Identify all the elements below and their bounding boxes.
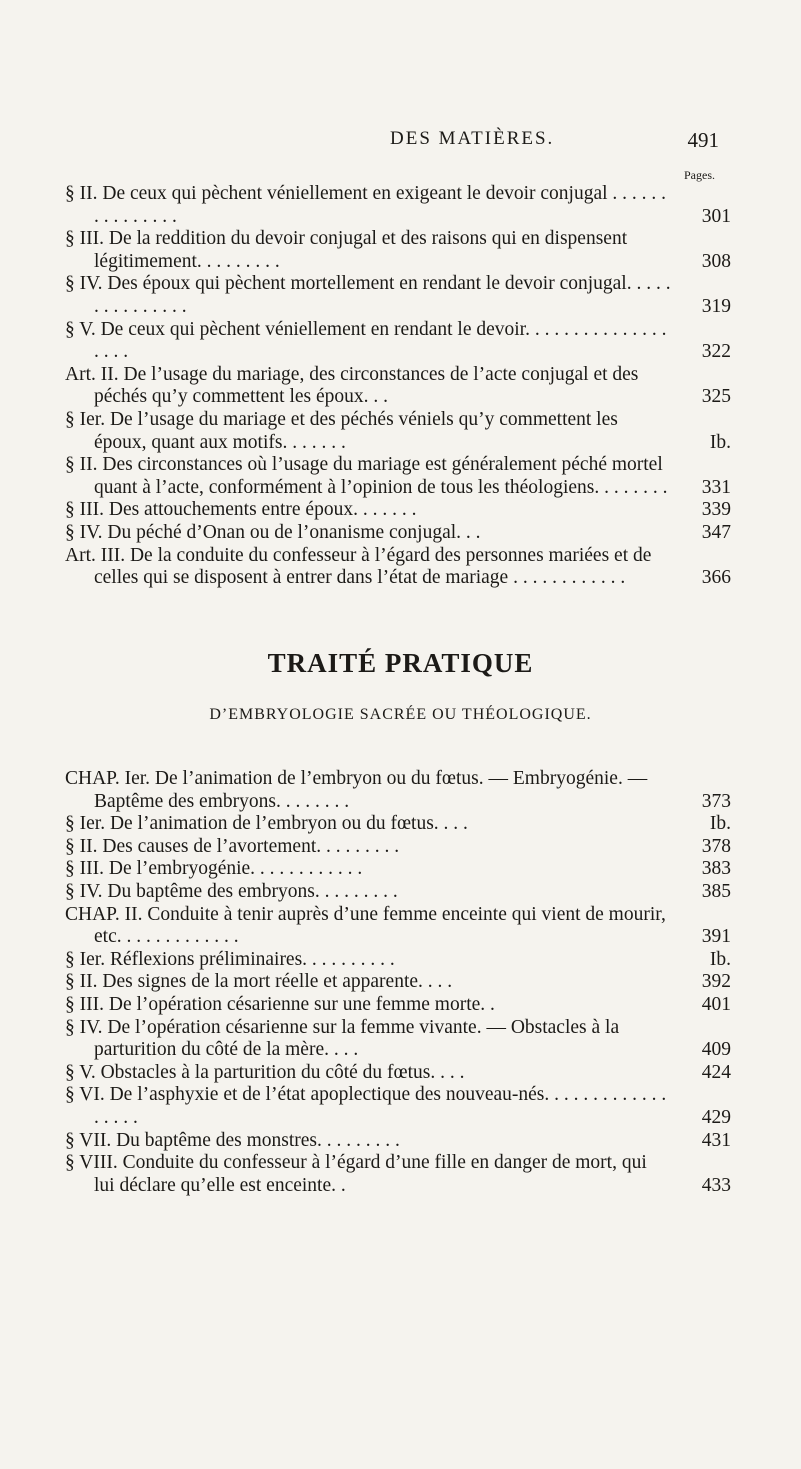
toc-entry-page: 429: [701, 1106, 731, 1128]
section-title: TRAITÉ PRATIQUE: [267, 648, 534, 678]
toc-entry: [65, 971, 731, 994]
toc-entry: [65, 836, 731, 859]
toc-entry: [65, 994, 731, 1017]
toc-entry-text: § IV. De l’opération césarienne sur la femme vivante. — Obstacles à la parturition du côté de la mère. . . .: [65, 1016, 620, 1061]
toc-entry-page: 409: [701, 1039, 731, 1061]
toc-entry: [65, 1017, 731, 1062]
toc-entry-text: § VI. De l’asphyxie et de l’état apoplectique des nouveau-nés. . . . . . . . . . . . . . . . . .: [65, 1084, 667, 1128]
toc-entry-text: § Ier. De l’usage du mariage et des péchés véniels qu’y commettent les époux, quant aux motifs. . . . . . .: [65, 408, 618, 453]
toc-entry: [65, 319, 731, 364]
toc-entry-chapter: [65, 768, 731, 813]
toc-entry: [65, 1130, 731, 1153]
toc-entry: [65, 522, 731, 545]
toc-entry-page: 433: [701, 1174, 731, 1196]
toc-entry-page: Ib.: [709, 431, 731, 453]
toc-entry-page: 378: [701, 835, 731, 857]
toc-entry-page: 339: [701, 499, 731, 521]
toc-entry-article: [65, 364, 731, 409]
toc-entry-page: 401: [701, 993, 731, 1015]
toc-entry-text: § II. De ceux qui pèchent véniellement en exigeant le devoir conjugal . . . . . . . . . . . . . . .: [65, 183, 667, 227]
toc-entry: [65, 1062, 731, 1085]
toc-entry-chapter: [65, 904, 731, 949]
toc-entry-page: Ib.: [709, 813, 731, 835]
toc-entry-text: § Ier. De l’animation de l’embryon ou du fœtus. . . .: [65, 813, 468, 835]
toc-entry: [65, 813, 731, 836]
toc-entry-page: Ib.: [709, 948, 731, 970]
toc-entry: [65, 858, 731, 881]
toc-entry-page: 308: [701, 250, 731, 272]
toc-block-embryology: [65, 768, 731, 1197]
toc-entry: [65, 949, 731, 972]
toc-entry-text: § II. Des circonstances où l’usage du mariage est généralement péché mortel quant à l’acte, conformément à l’opinion de tous les théologiens. . . . . . . .: [65, 454, 668, 498]
toc-entry-page: 391: [701, 926, 731, 948]
toc-entry-page: 385: [701, 880, 731, 902]
toc-entry: [65, 881, 731, 904]
toc-entry-article: [65, 545, 731, 590]
toc-entry-page: 331: [701, 476, 731, 498]
page-number: 491: [687, 128, 719, 152]
toc-entry-text: CHAP. Ier. De l’animation de l’embryon ou du fœtus. — Embryogénie. — Baptême des embryons. . . . . . . .: [65, 768, 648, 812]
toc-entry-text: § IV. Du baptême des embryons. . . . . . . . .: [65, 880, 398, 902]
toc-entry-page: 325: [701, 386, 731, 408]
toc-entry-text: § IV. Du péché d’Onan ou de l’onanisme conjugal. . .: [65, 521, 481, 543]
toc-entry-text: § IV. Des époux qui pèchent mortellement en rendant le devoir conjugal. . . . . . . . . . . . . . .: [65, 273, 671, 317]
toc-entry-text: § II. Des signes de la mort réelle et apparente. . . .: [65, 971, 453, 993]
toc-entry-page: 319: [701, 295, 731, 317]
toc-entry-page: 431: [701, 1129, 731, 1151]
toc-entry-page: 301: [701, 205, 731, 227]
toc-entry-text: § V. De ceux qui pèchent véniellement en rendant le devoir. . . . . . . . . . . . . . . . . . .: [65, 318, 667, 363]
section-subtitle: D’EMBRYOLOGIE SACRÉE OU THÉOLOGIQUE.: [209, 706, 592, 723]
toc-entry-page: 322: [701, 341, 731, 363]
toc-entry-text: § Ier. Réflexions préliminaires. . . . . . . . . .: [65, 948, 395, 970]
toc-entry: [65, 1152, 731, 1197]
toc-entry: [65, 273, 731, 318]
toc-entry: [65, 454, 731, 499]
toc-entry-text: Art. III. De la conduite du confesseur à l’égard des personnes mariées et de celles qui se disposent à entrer dans l’état de mariage . . . . . . . . . . . .: [65, 544, 652, 589]
toc-entry-text: § III. De l’opération césarienne sur une femme morte. .: [65, 993, 495, 1015]
pages-column-label: Pages.: [684, 168, 715, 182]
toc-entry-page: 366: [701, 567, 731, 589]
toc-entry-text: § II. Des causes de l’avortement. . . . . . . . .: [65, 835, 400, 857]
toc-entry: [65, 409, 731, 454]
toc-entry-text: § VIII. Conduite du confesseur à l’égard d’une fille en danger de mort, qui lui déclare qu’elle est enceinte. .: [65, 1152, 647, 1196]
toc-entry: [65, 183, 731, 228]
toc-entry-text: § III. De l’embryogénie. . . . . . . . . . . .: [65, 858, 363, 880]
toc-block-marriage: [65, 183, 731, 590]
toc-entry-text: § V. Obstacles à la parturition du côté du fœtus. . . .: [65, 1061, 465, 1083]
running-head: [0, 128, 801, 158]
toc-entry: [65, 1084, 731, 1129]
toc-entry-text: § VII. Du baptême des monstres. . . . . . . . .: [65, 1129, 400, 1151]
running-head-title: DES MATIÈRES.: [390, 128, 555, 149]
toc-entry-page: 347: [701, 521, 731, 543]
toc-entry-page: 424: [701, 1061, 731, 1083]
toc-entry: [65, 228, 731, 273]
toc-entry-text: CHAP. II. Conduite à tenir auprès d’une femme enceinte qui vient de mourir, etc. . . . . . . . . . . . .: [65, 903, 666, 948]
toc-entry: [65, 499, 731, 522]
toc-entry-page: 392: [701, 971, 731, 993]
toc-entry-page: 373: [701, 790, 731, 812]
toc-entry-text: § III. De la reddition du devoir conjugal et des raisons qui en dispensent légitimement. . . . . . . . .: [65, 228, 628, 272]
toc-entry-page: 383: [701, 858, 731, 880]
toc-entry-text: Art. II. De l’usage du mariage, des circonstances de l’acte conjugal et des péchés qu’y commettent les époux. . .: [65, 363, 639, 408]
toc-entry-text: § III. Des attouchements entre époux. . . . . . .: [65, 499, 417, 521]
